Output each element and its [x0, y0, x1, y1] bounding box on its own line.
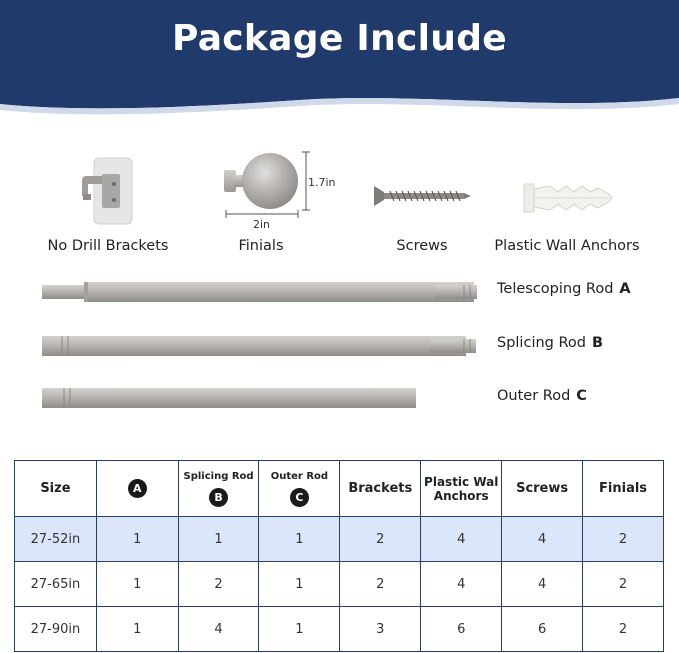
cell-anchors: 4 — [421, 517, 502, 562]
header-rod-b-name: Splicing Rod — [183, 470, 254, 482]
cell-size: 27-52in — [15, 517, 97, 562]
rod-name: Outer Rod — [497, 388, 571, 404]
table-row — [15, 562, 664, 607]
rod-label-outer — [497, 388, 587, 404]
header-screws: Screws — [502, 461, 583, 517]
bracket-icon — [78, 154, 140, 230]
table-row — [15, 517, 664, 562]
cell-a: 1 — [96, 562, 178, 607]
cell-screws: 6 — [502, 607, 583, 652]
header-banner — [0, 0, 679, 120]
package-table — [14, 460, 664, 652]
table-header-row — [15, 461, 664, 517]
cell-size: 27-90in — [15, 607, 97, 652]
cell-brackets: 2 — [340, 517, 421, 562]
header-rod-a — [96, 461, 178, 517]
header-size: Size — [15, 461, 97, 517]
cell-screws: 4 — [502, 517, 583, 562]
table-row — [15, 607, 664, 652]
rod-letter: B — [591, 335, 604, 351]
header-anchors-line2: Anchors — [433, 488, 489, 503]
header-finials: Finials — [583, 461, 664, 517]
cell-anchors: 6 — [421, 607, 502, 652]
cell-c: 1 — [259, 607, 340, 652]
header-anchors-line1: Plastic Wal — [424, 474, 499, 489]
cell-b: 1 — [178, 517, 259, 562]
cell-brackets: 2 — [340, 562, 421, 607]
rod-name: Splicing Rod — [497, 335, 586, 351]
rod-label-telescoping — [497, 281, 631, 297]
anchor-icon — [520, 180, 616, 216]
header-rod-c — [259, 461, 340, 517]
header-rod-b — [178, 461, 259, 517]
badge-c: C — [290, 488, 309, 507]
rod-label-splicing — [497, 335, 603, 351]
item-label-anchors: Plastic Wall Anchors — [494, 238, 640, 254]
cell-a: 1 — [96, 607, 178, 652]
header-rod-c-name: Outer Rod — [270, 470, 329, 482]
cell-b: 2 — [178, 562, 259, 607]
rod-name: Telescoping Rod — [497, 281, 614, 297]
splicing-rod-image — [40, 334, 480, 358]
cell-screws: 4 — [502, 562, 583, 607]
cell-finials: 2 — [583, 607, 664, 652]
rod-letter: A — [619, 281, 631, 297]
cell-b: 4 — [178, 607, 259, 652]
header-brackets: Brackets — [340, 461, 421, 517]
cell-c: 1 — [259, 517, 340, 562]
cell-finials: 2 — [583, 517, 664, 562]
badge-a: A — [128, 479, 147, 498]
header-anchors — [421, 461, 502, 517]
item-label-finials: Finials — [238, 238, 284, 254]
cell-finials: 2 — [583, 562, 664, 607]
rod-letter: C — [576, 388, 587, 404]
screw-icon — [372, 184, 472, 208]
finial-icon — [220, 148, 320, 228]
cell-size: 27-65in — [15, 562, 97, 607]
item-label-screws: Screws — [396, 238, 448, 254]
cell-anchors: 4 — [421, 562, 502, 607]
cell-a: 1 — [96, 517, 178, 562]
finial-width-label: 2in — [253, 218, 271, 231]
cell-brackets: 3 — [340, 607, 421, 652]
outer-rod-image — [40, 386, 420, 410]
item-label-brackets: No Drill Brackets — [47, 238, 169, 254]
telescoping-rod-image — [40, 280, 480, 304]
cell-c: 1 — [259, 562, 340, 607]
finial-height-label: 1.7in — [308, 176, 336, 189]
page-title: Package Include — [171, 18, 508, 59]
badge-b: B — [209, 488, 228, 507]
